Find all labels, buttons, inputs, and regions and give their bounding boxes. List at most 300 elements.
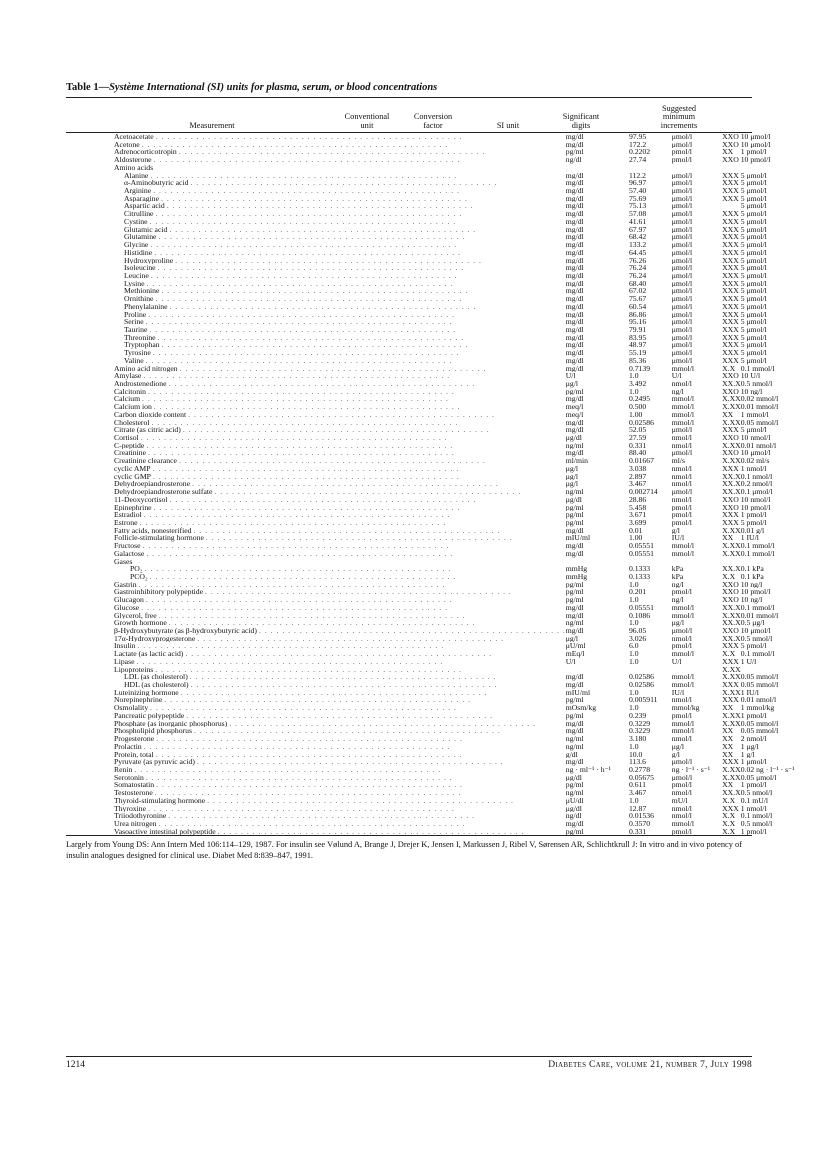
conventional-unit-cell: pg/ml: [565, 827, 584, 836]
table-row: [66, 504, 794, 512]
significant-digits-cell: X.XX: [722, 542, 741, 550]
leader-dots: . . . . . . . . . . . . . . . . . . . . . . . . . . . . . . . . . . . . . . . . . . . . . . . . . . . . .: [139, 518, 447, 527]
table-row: [66, 781, 794, 789]
significant-digits-cell: X.XX: [722, 673, 741, 682]
measurement-cell: [66, 766, 566, 774]
table-row: [66, 805, 794, 813]
table-row: [66, 720, 794, 728]
table-row: [66, 341, 794, 349]
conventional-unit-cell: mg/dl: [565, 819, 584, 828]
measurement-cell: [66, 264, 566, 272]
measurement-cell: [66, 241, 566, 249]
measurement-name: Progesterone: [114, 735, 155, 743]
conventional-unit-cell: μg/l: [565, 472, 578, 481]
si-unit-cell: nmol/l: [671, 434, 692, 442]
minimum-increment-cell: 0.1 nmol/l: [740, 812, 773, 820]
conversion-factor-cell: 27.74: [628, 156, 647, 164]
significant-digits-cell: XX.X: [722, 603, 741, 612]
measurement-name: Tryptophan: [124, 341, 160, 350]
minimum-increment-cell: 10 μmol/l: [740, 627, 771, 635]
table-row: [66, 411, 794, 419]
conversion-factor-cell: 0.2495: [628, 395, 651, 404]
conversion-factor-cell: 3.467: [628, 480, 647, 489]
significant-digits-cell: XX.X: [722, 619, 741, 627]
si-unit-cell: mmol/l: [671, 819, 694, 828]
conventional-unit-cell: μg/l: [565, 480, 578, 489]
significant-digits-cell: XXX: [722, 349, 739, 357]
table-row: [66, 696, 794, 704]
leader-dots: . . . . . . . . . . . . . . . . . . . . . . . . . . . . . . . . . . . . . . . . . . . . . . . . . . . . .: [142, 395, 449, 404]
conversion-factor-cell: 0.02586: [628, 673, 654, 682]
si-unit-cell: pmol/l: [671, 827, 692, 836]
minimum-increment-cell: 0.1 mmol/l: [740, 650, 775, 658]
si-unit-cell: kPa: [671, 565, 684, 573]
si-unit-cell: nmol/l: [671, 441, 692, 450]
si-unit-cell: pmol/l: [671, 503, 692, 512]
measurement-cell: [66, 558, 566, 566]
measurement-cell: [66, 233, 566, 241]
table-row: [66, 264, 794, 272]
measurement-name: Protein, total: [114, 750, 154, 759]
minimum-increment-cell: 1 mmol/kg: [740, 704, 775, 712]
table-row: [66, 311, 794, 319]
significant-digits-cell: X.XX: [722, 395, 741, 404]
measurement-name: Carbon dioxide content: [114, 410, 187, 419]
minimum-increment-cell: 0.2 nmol/l: [740, 480, 773, 489]
significant-digits-cell: XXX: [722, 241, 739, 249]
minimum-increment-cell: [741, 164, 795, 172]
si-unit-cell: ng/l: [671, 596, 684, 604]
conversion-factor-cell: 1.0: [628, 387, 639, 396]
conventional-unit-cell: pg/ml: [565, 696, 584, 705]
measurement-cell: [66, 805, 566, 813]
conventional-unit-cell: mg/dl: [565, 310, 584, 319]
significant-digits-cell: [710, 558, 741, 566]
conversion-factor-cell: 10.0: [628, 750, 643, 759]
significant-digits-cell: X.XX: [722, 526, 741, 535]
minimum-increment-cell: 5 μmol/l: [740, 310, 767, 319]
significant-digits-cell: X.XX: [722, 611, 741, 620]
table-row: [66, 473, 794, 481]
page-footer: [66, 1056, 752, 1070]
leader-dots: . . . . . . . . . . . . . . . . . . . . . . . . . . . . . . . . . . . . . . . . . . . . . . . . . . . . .: [149, 325, 457, 334]
minimum-increment-cell: 10 nmol/l: [740, 495, 771, 504]
significant-digits-cell: [710, 202, 741, 210]
measurement-cell: [66, 411, 566, 419]
minimum-increment-cell: 1 nmol/l: [740, 804, 767, 813]
conversion-factor-cell: [611, 666, 658, 674]
measurement-cell: [66, 311, 566, 319]
leader-dots: . . . . . . . . . . . . . . . . . . . . . . . . . . . . . . . . . . . . . . . . . . . . . . . . . . . . .: [196, 758, 504, 766]
conventional-unit-cell: μU/ml: [565, 642, 586, 651]
significant-digits-cell: XXX: [722, 171, 739, 180]
measurement-name: Prolactin: [114, 742, 142, 751]
measurement-cell: [66, 504, 566, 512]
leader-dots: . . . . . . . . . . . . . . . . . . . . . . . . . . . . . . . . . . . . . . . . . . . . . . . . . . . . .: [178, 148, 486, 157]
leader-dots: . . . . . . . . . . . . . . . . . . . . . . . . . . . . . . . . . . . . . . . . . . . . . . . . . . . . .: [158, 233, 466, 242]
si-unit-cell: pmol/l: [671, 148, 692, 157]
measurement-name: Androstenedione: [114, 380, 167, 388]
leader-dots: . . . . . . . . . . . . . . . . . . . . . . . . . . . . . . . . . . . . . . . . . . . . . . . . . . . . .: [154, 248, 461, 257]
significant-digits-cell: X.XX: [722, 441, 741, 450]
conversion-factor-cell: 1.0: [628, 742, 639, 751]
significant-digits-cell: XX: [722, 750, 734, 759]
conventional-unit-cell: pg/ml: [565, 387, 584, 396]
conventional-unit-cell: μg/l: [565, 634, 578, 643]
leader-dots: . . . . . . . . . . . . . . . . . . . . . . . . . . . . . . . . . . . . . . . . . . . . . . . . . . . . .: [153, 156, 461, 164]
significant-digits-cell: XXX: [722, 248, 739, 257]
si-unit-cell: nmol/l: [671, 472, 692, 481]
leader-dots: . . . . . . . . . . . . . . . . . . . . . . . . . . . . . . . . . . . . . . . . . . . . . . . . . . . . .: [156, 735, 463, 743]
conversion-factor-cell: 86.86: [628, 310, 647, 319]
minimum-increment-cell: 5 μmol/l: [740, 333, 767, 342]
si-unit-cell: μmol/l: [671, 426, 693, 435]
conversion-factor-cell: 0.005911: [628, 696, 658, 705]
table-header: [66, 98, 752, 132]
minimum-increment-cell: 10 ng/l: [740, 596, 763, 604]
table-row: [66, 480, 794, 488]
table-row: [66, 434, 794, 442]
significant-digits-cell: XXO: [722, 156, 739, 164]
measurement-cell: [66, 179, 566, 187]
measurement-cell: [66, 465, 566, 473]
minimum-increment-cell: 10 pmol/l: [740, 156, 771, 164]
minimum-increment-cell: 1 IU/l: [740, 534, 759, 543]
si-unit-cell: nmol/l: [671, 380, 692, 388]
measurement-name: Cystine: [124, 217, 148, 226]
table-row: [66, 635, 794, 643]
leader-dots: . . . . . . . . . . . . . . . . . . . . . . . . . . . . . . . . . . . . . . . . . . . . . . . . . . . . .: [145, 356, 453, 365]
conventional-unit-cell: mg/dl: [565, 627, 584, 635]
measurement-name: Glucose: [114, 603, 140, 612]
conversion-factor-cell: 41.61: [628, 217, 647, 226]
conventional-unit-cell: mg/dl: [565, 194, 584, 203]
leader-dots: . . . . . . . . . . . . . . . . . . . . . . . . . . . . . . . . . . . . . . . . . . . . . . . . . . . . .: [146, 279, 454, 288]
leader-dots: . . . . . . . . . . . . . . . . . . . . . . . . . . . . . . . . . . . . . . . . . . . . . . . . . . . . .: [153, 187, 460, 195]
conversion-factor-cell: 0.201: [628, 588, 647, 597]
leader-dots: . . . . . . . . . . . . . . . . . . . . . . . . . . . . . . . . . . . . . . . . . . . . . . . . . . . . .: [152, 472, 460, 481]
significant-digits-cell: X.XX: [722, 549, 741, 558]
measurement-name: 17α-Hydroxyprogesterone: [114, 634, 196, 643]
table-row: [66, 550, 794, 558]
measurement-name: Growth hormone: [114, 619, 167, 627]
significant-digits-cell: XXO: [722, 140, 739, 149]
conventional-unit-cell: pg/ml: [565, 596, 584, 604]
table-row: [66, 704, 794, 712]
significant-digits-cell: XXX: [722, 279, 739, 288]
page-number: 1214: [66, 1060, 85, 1070]
si-unit-cell: mmol/l: [671, 410, 694, 419]
leader-dots: . . . . . . . . . . . . . . . . . . . . . . . . . . . . . . . . . . . . . . . . . . . . . . . . . . . . .: [152, 349, 460, 357]
minimum-increment-cell: 0.05 mmol/l: [740, 418, 779, 427]
minimum-increment-cell: 5 μmol/l: [740, 271, 767, 280]
table-row: [66, 195, 794, 203]
measurement-name: Lactate (as lactic acid): [114, 650, 184, 658]
significant-digits-cell: XXO: [722, 503, 739, 512]
si-unit-cell: μmol/l: [671, 356, 693, 365]
conversion-factor-cell: 0.2202: [628, 148, 651, 157]
conventional-unit-cell: ng/dl: [565, 812, 582, 820]
minimum-increment-cell: 0.5 nmol/l: [740, 789, 773, 797]
measurement-name: Aldosterone: [114, 156, 152, 164]
minimum-increment-cell: 5 μmol/l: [740, 248, 767, 257]
si-unit-cell: μmol/l: [671, 318, 693, 326]
si-unit-cell: mmol/kg: [671, 704, 700, 712]
si-unit-cell: μmol/l: [671, 179, 693, 188]
conventional-unit-cell: μg/l: [565, 464, 578, 473]
measurement-cell: [66, 210, 566, 218]
significant-digits-cell: XXX: [722, 179, 739, 188]
conversion-factor-cell: 0.7139: [628, 364, 651, 373]
significant-digits-cell: [710, 164, 741, 172]
minimum-increment-cell: [741, 558, 795, 566]
conventional-unit-cell: μg/dl: [565, 804, 582, 813]
measurement-cell: [66, 604, 566, 612]
significant-digits-cell: X.X: [722, 572, 736, 581]
conventional-unit-cell: mg/dl: [565, 133, 584, 141]
table-label: Table 1—: [66, 82, 110, 93]
si-unit-cell: nmol/l: [671, 495, 692, 504]
conventional-unit-cell: mg/dl: [565, 318, 584, 326]
leader-dots: . . . . . . . . . . . . . . . . . . . . . . . . . . . . . . . . . . . . . . . . . . . . . . . . . . . . .: [150, 241, 458, 249]
measurement-name: C-peptide: [114, 441, 145, 450]
measurement-cell: [66, 519, 566, 527]
conventional-unit-cell: ng/ml: [565, 742, 584, 751]
significant-digits-cell: XXX: [722, 511, 739, 519]
conventional-unit-cell: mg/dl: [565, 426, 584, 435]
measurement-name: Gastroinhibitory polypeptide: [114, 588, 204, 597]
significant-digits-cell: XXX: [722, 187, 739, 195]
table-row: [66, 735, 794, 743]
si-unit-cell: μmol/l: [671, 758, 693, 766]
significant-digits-cell: XXX: [722, 657, 739, 666]
measurement-name: Triiodothyronine: [114, 812, 167, 820]
si-unit-cell: μmol/l: [671, 187, 693, 195]
conversion-factor-cell: [611, 558, 658, 566]
conventional-unit-cell: mg/dl: [565, 279, 584, 288]
conventional-unit-cell: mIU/ml: [565, 688, 591, 697]
measurement-name: Lysine: [124, 279, 145, 288]
conventional-unit-cell: mg/dl: [565, 225, 584, 234]
si-unit-cell: pmol/l: [671, 156, 692, 164]
conventional-unit-cell: mg/dl: [565, 202, 584, 211]
table-body: [66, 133, 794, 835]
measurement-name: Ornithine: [124, 295, 154, 303]
conversion-factor-cell: 112.2: [628, 171, 646, 180]
leader-dots: . . . . . . . . . . . . . . . . . . . . . . . . . . . . . . . . . . . . . . . . . . . . . . . . . . . . .: [205, 588, 512, 597]
conversion-factor-cell: 0.500: [628, 403, 647, 411]
conversion-factor-cell: 0.05675: [628, 773, 654, 782]
measurement-name: β-Hydroxybutyrate (as β-hydroxybutyric acid): [114, 627, 257, 635]
conventional-unit-cell: pg/ml: [565, 148, 584, 157]
leader-dots: . . . . . . . . . . . . . . . . . . . . . . . . . . . . . . . . . . . . . . . . . . . . . . . . . . . . .: [178, 457, 486, 465]
measurement-cell: [66, 365, 566, 373]
conversion-factor-cell: 1.00: [628, 410, 643, 419]
table-row: [66, 789, 794, 797]
table-row: [66, 334, 794, 342]
table-row: [66, 372, 794, 380]
leader-dots: . . . . . . . . . . . . . . . . . . . . . . . . . . . . . . . . . . . . . . . . . . . . . . . . . . . . .: [205, 534, 513, 543]
table-row: [66, 318, 794, 326]
conventional-unit-cell: [566, 558, 611, 566]
table-row: [66, 357, 794, 365]
minimum-increment-cell: 0.01 nmol/l: [740, 696, 777, 705]
table-row: [66, 612, 794, 620]
si-unit-cell: mmol/l: [671, 603, 694, 612]
minimum-increment-cell: 0.1 kPa: [740, 565, 764, 573]
si-unit-cell: μmol/l: [671, 241, 693, 249]
si-unit-cell: μmol/l: [671, 488, 693, 496]
table-row: [66, 689, 794, 697]
conversion-factor-cell: 0.331: [628, 441, 647, 450]
document-page: [66, 82, 795, 861]
measurement-cell: [66, 681, 566, 689]
conversion-factor-cell: 113.6: [628, 758, 646, 766]
measurement-name: Renin: [114, 765, 133, 774]
leader-dots: . . . . . . . . . . . . . . . . . . . . . . . . . . . . . . . . . . . . . . . . . . . . . . . . . . . . .: [157, 264, 465, 272]
table-row: [66, 218, 794, 226]
measurement-cell: [66, 612, 566, 620]
measurement-cell: [66, 573, 566, 581]
conventional-unit-cell: pg/ml: [565, 511, 584, 519]
measurement-cell: [66, 280, 566, 288]
conventional-unit-cell: mOsm/kg: [565, 704, 597, 712]
conversion-factor-cell: 0.3229: [628, 727, 651, 736]
table-row: [66, 164, 794, 172]
significant-digits-cell: XXX: [722, 225, 739, 234]
minimum-increment-cell: 5 μmol/l: [740, 279, 767, 288]
si-unit-cell: mmol/l: [671, 418, 694, 427]
measurement-cell: [66, 689, 566, 697]
si-unit-cell: IU/l: [671, 688, 685, 697]
conventional-unit-cell: mg/dl: [565, 302, 584, 311]
conversion-factor-cell: 3.038: [628, 464, 647, 473]
conversion-factor-cell: 1.0: [628, 580, 639, 589]
si-unit-cell: U/l: [671, 372, 682, 380]
table-row: [66, 797, 794, 805]
leader-dots: . . . . . . . . . . . . . . . . . . . . . . . . . . . . . . . . . . . . . . . . . . . . . . . . . . . . .: [144, 565, 452, 573]
table-row: [66, 581, 794, 589]
measurement-name: Citrate (as citric acid): [114, 426, 181, 435]
table-row: [66, 519, 794, 527]
measurement-cell: [66, 743, 566, 751]
conventional-unit-cell: mg/dl: [565, 287, 584, 296]
table-row: [66, 233, 794, 241]
si-unit-cell: μmol/l: [671, 225, 693, 234]
minimum-increment-cell: 5 μmol/l: [740, 264, 767, 272]
significant-digits-cell: X.XX: [722, 719, 741, 728]
significant-digits-cell: XXX: [722, 264, 739, 272]
table-row: [66, 534, 794, 542]
leader-dots: . . . . . . . . . . . . . . . . . . . . . . . . . . . . . . . . . . . . . . . . . . . . . . . . . . . . .: [142, 542, 450, 550]
conventional-unit-cell: mEq/l: [565, 650, 585, 658]
conversion-factor-cell: 75.69: [628, 194, 647, 203]
leader-dots: . . . . . . . . . . . . . . . . . . . . . . . . . . . . . . . . . . . . . . . . . . . . . . . . . . . . .: [180, 688, 488, 697]
conventional-unit-cell: mg/dl: [565, 349, 584, 357]
measurement-cell: [66, 828, 566, 836]
table-row: [66, 619, 794, 627]
conversion-factor-cell: 68.42: [628, 233, 647, 242]
measurement-cell: [66, 619, 566, 627]
table-row: [66, 202, 794, 210]
measurement-name: Epinephrine: [114, 503, 152, 512]
leader-dots: . . . . . . . . . . . . . . . . . . . . . . . . . . . . . . . . . . . . . . . . . . . . . . . . . . . . .: [148, 387, 455, 396]
conventional-unit-cell: mg/dl: [565, 681, 584, 689]
significant-digits-cell: XXO: [722, 495, 739, 504]
measurement-cell: [66, 550, 566, 558]
measurement-cell: [66, 596, 566, 604]
conversion-factor-cell: 76.24: [628, 271, 647, 280]
si-unit-cell: μmol/l: [671, 341, 693, 350]
table-row: [66, 743, 794, 751]
measurement-name: Taurine: [124, 325, 148, 334]
minimum-increment-cell: 0.5 nmol/l: [740, 634, 773, 643]
measurement-name: Calcitonin: [114, 387, 147, 396]
minimum-increment-cell: 5 μmol/l: [740, 179, 767, 188]
conventional-unit-cell: mg/dl: [565, 271, 584, 280]
minimum-increment-cell: 10 μmol/l: [740, 133, 771, 141]
measurement-name: Pancreatic polypeptide: [114, 711, 185, 720]
table-row: [66, 249, 794, 257]
table-row: [66, 812, 794, 820]
measurement-name: Thyroid-stimulating hormone: [114, 796, 206, 805]
measurement-name: Adrenocorticotropin: [114, 148, 177, 157]
measurement-name: Histidine: [124, 248, 153, 257]
conventional-unit-cell: pg/ml: [565, 781, 584, 790]
conversion-factor-cell: 3.467: [628, 789, 647, 797]
conventional-unit-cell: ng/dl: [565, 156, 582, 164]
si-unit-cell: μmol/l: [671, 627, 693, 635]
measurement-cell: [66, 426, 566, 434]
significant-digits-cell: XX: [722, 781, 734, 790]
conventional-unit-cell: mg/dl: [565, 603, 584, 612]
table-row: [66, 712, 794, 720]
si-unit-cell: ng/l: [671, 387, 684, 396]
si-unit-cell: pmol/l: [671, 642, 692, 651]
minimum-increment-cell: 10 pmol/l: [740, 588, 771, 597]
measurement-cell: [66, 781, 566, 789]
si-unit-cell: pmol/l: [671, 711, 692, 720]
measurement-cell: [66, 658, 566, 666]
si-unit-cell: mmol/l: [671, 650, 694, 658]
significant-digits-cell: X.XX: [722, 711, 741, 720]
table-row: [66, 365, 794, 373]
conversion-factor-cell: 1.0: [628, 704, 639, 712]
conversion-factor-cell: 0.611: [628, 781, 646, 790]
conventional-unit-cell: μg/dl: [565, 773, 582, 782]
header-conversion-factor: Conversion factor: [413, 112, 453, 130]
table-title: [66, 82, 752, 93]
significant-digits-cell: XXX: [722, 233, 739, 242]
table-row: [66, 280, 794, 288]
measurement-cell: [66, 442, 566, 450]
leader-dots: . . . . . . . . . . . . . . . . . . . . . . . . . . . . . . . . . . . . . . . . . . . . . . . . . . . . .: [258, 627, 566, 635]
table-row: [66, 658, 794, 666]
leader-dots: . . . . . . . . . . . . . . . . . . . . . . . . . . . . . . . . . . . . . . . . . . . . . . . . . . . . .: [179, 364, 487, 373]
leader-dots: . . . . . . . . . . . . . . . . . . . . . . . . . . . . . . . . . . . . . . . . . . . . . . . . . . . . .: [168, 619, 476, 627]
significant-digits-cell: XXO: [722, 588, 739, 597]
si-unit-cell: μmol/l: [671, 140, 693, 149]
si-unit-cell: μmol/l: [671, 310, 693, 319]
conventional-unit-cell: ng · ml⁻¹ · h⁻¹: [565, 765, 611, 774]
significant-digits-cell: XXX: [722, 804, 739, 813]
table-row: [66, 349, 794, 357]
measurement-cell: [66, 226, 566, 234]
si-unit-cell: μmol/l: [671, 302, 693, 311]
si-unit-cell: pmol/l: [671, 588, 692, 597]
measurement-cell: [66, 449, 566, 457]
conventional-unit-cell: mg/dl: [565, 179, 584, 188]
